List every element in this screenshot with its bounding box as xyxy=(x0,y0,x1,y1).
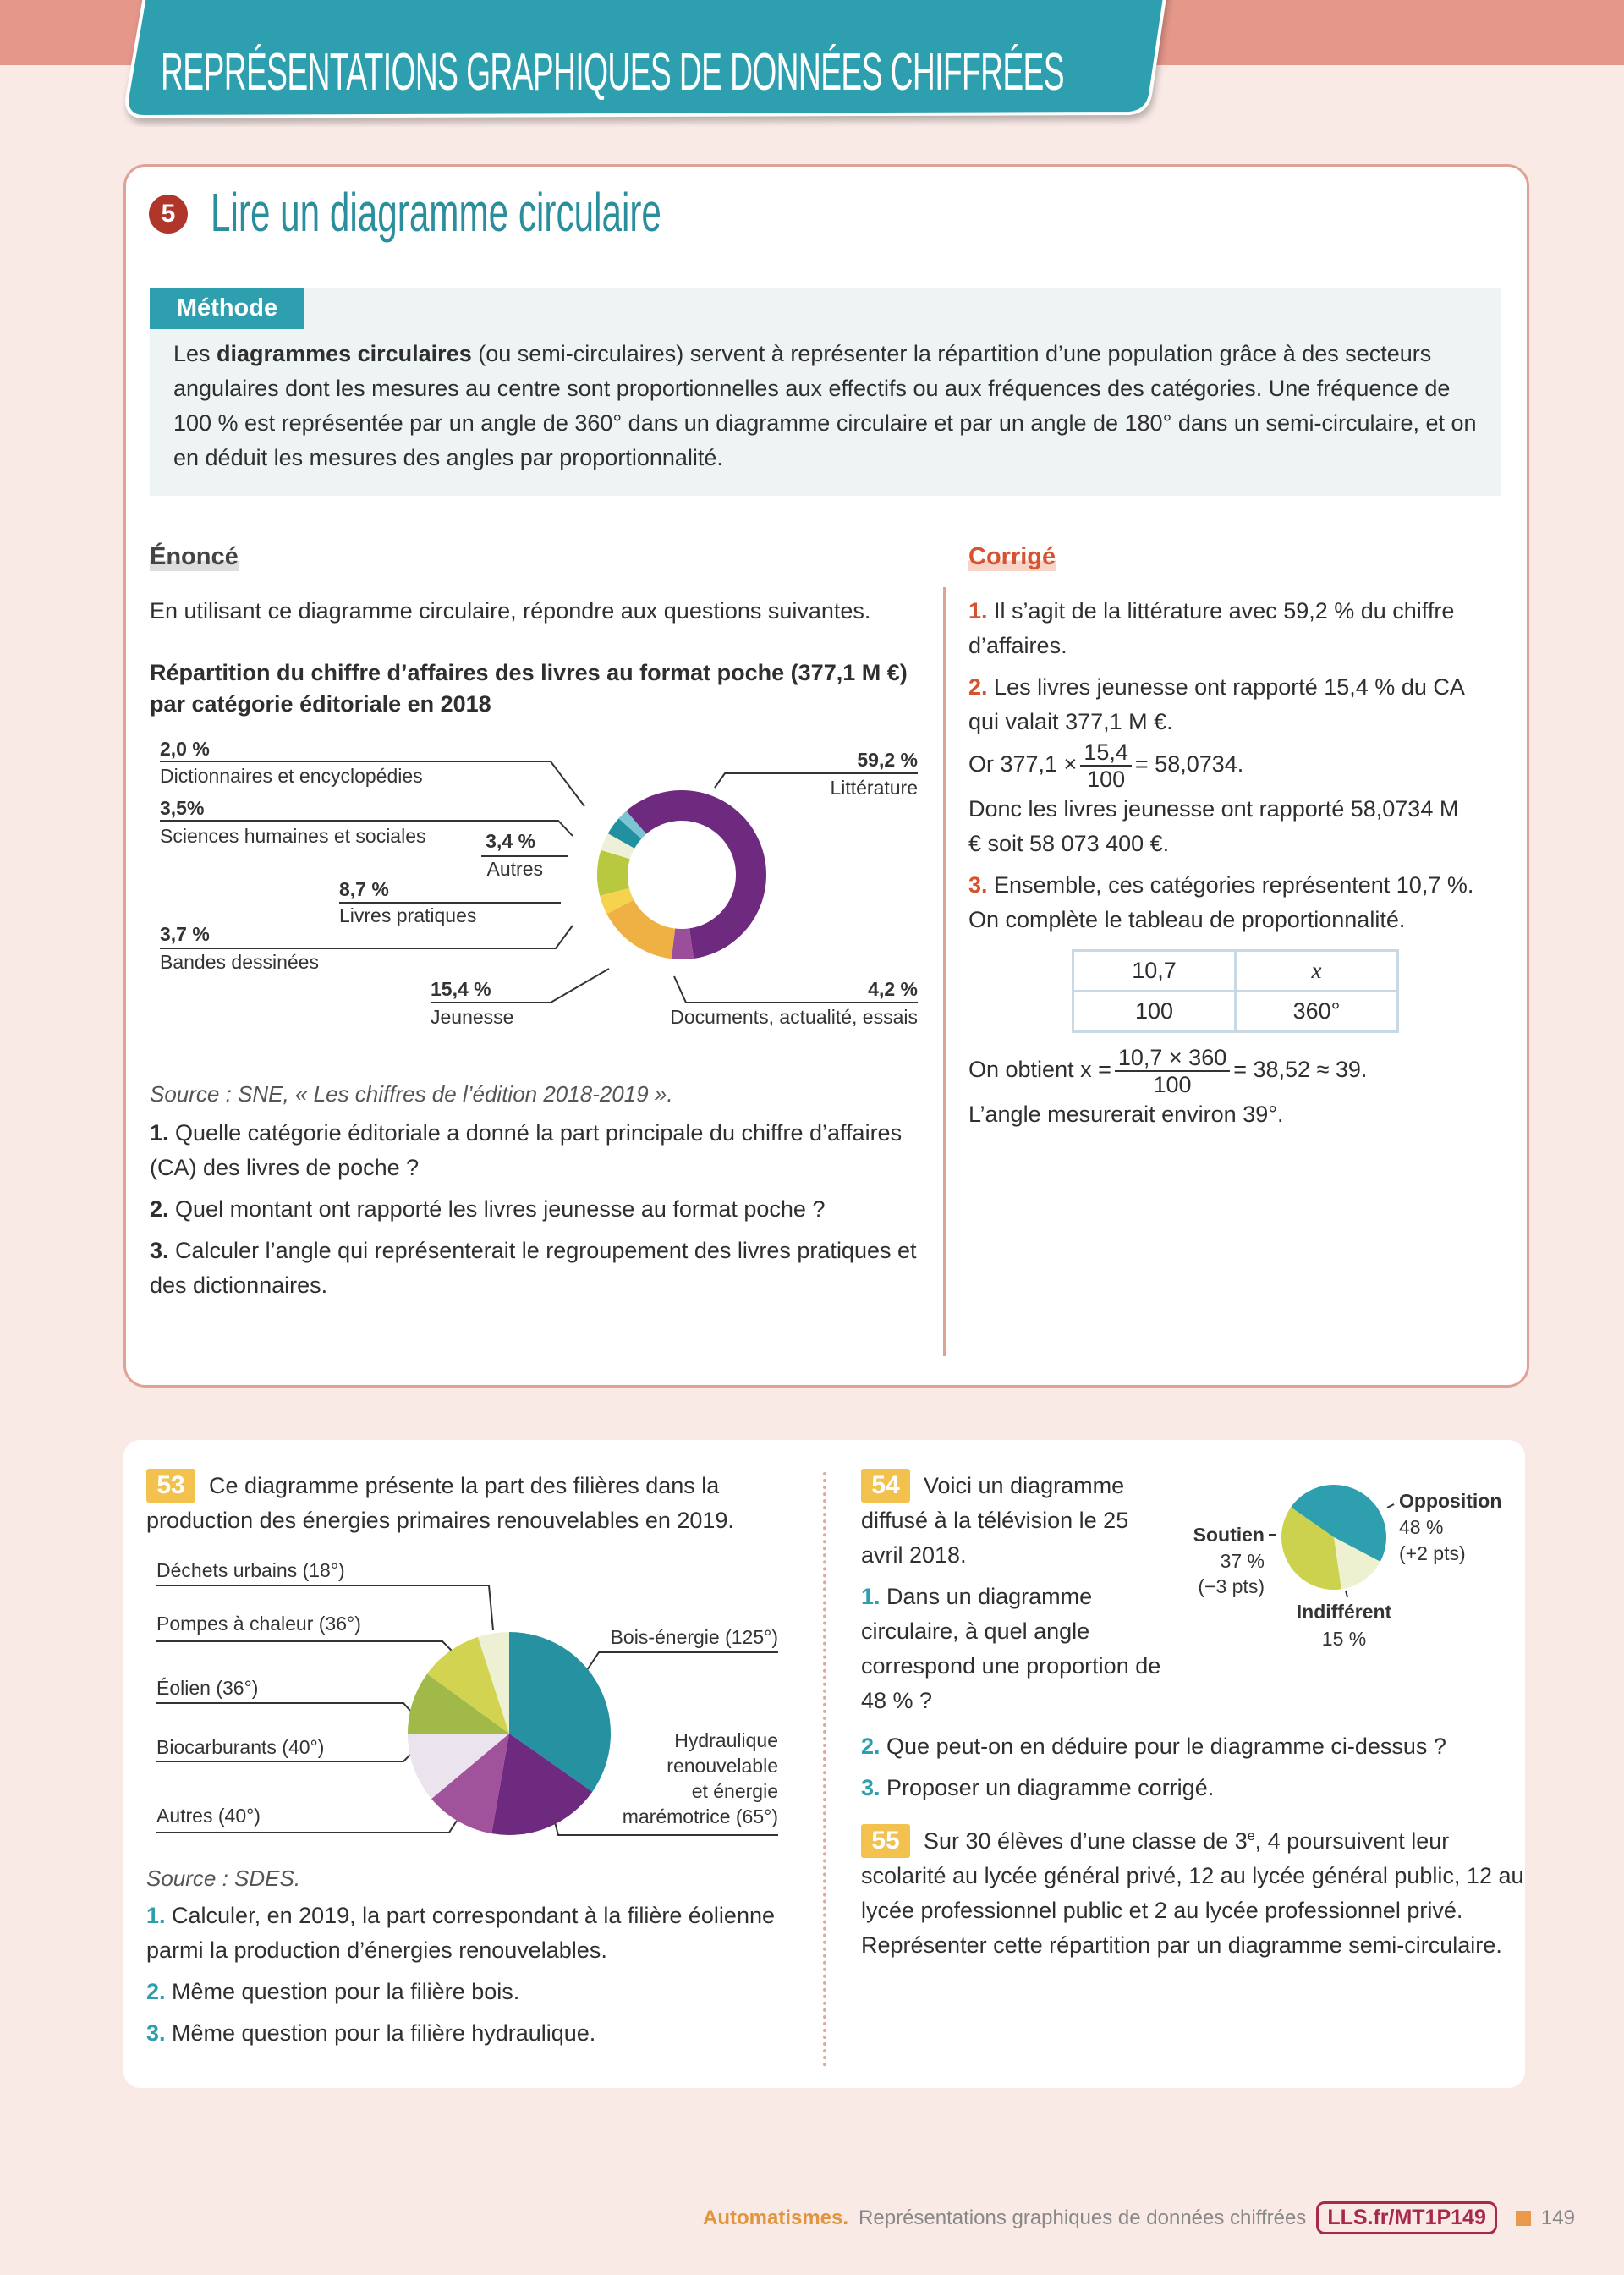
answer-1 xyxy=(968,594,1476,663)
pie-label-value: 15 % xyxy=(1321,1628,1367,1650)
calc-text: On obtient x = xyxy=(968,1057,1111,1083)
enonce-source: Source : SNE, « Les chiffres de l’édition 2018-2019 ». xyxy=(150,1081,673,1107)
question xyxy=(146,2016,802,2051)
donut-label-value: 4,2 % xyxy=(868,978,918,1000)
pie-label: Bois-énergie (125°) xyxy=(610,1626,778,1648)
ex54-question-2 xyxy=(861,1729,1525,1764)
section-title: Lire un diagramme circulaire xyxy=(211,182,661,243)
donut-label-name: Bandes dessinées xyxy=(160,951,319,973)
calc-text: = 38,52 ≈ 39. xyxy=(1233,1057,1368,1083)
answer-text: Il s’agit de la littérature avec 59,2 % du chiffre d’affaires. xyxy=(968,598,1455,658)
pie-label: Pompes à chaleur (36°) xyxy=(156,1613,361,1635)
footer-link[interactable]: LLS.fr/MT1P149 xyxy=(1316,2201,1497,2234)
fraction xyxy=(1080,739,1132,792)
donut-label-value: 3,5% xyxy=(160,797,205,819)
question-text: Proposer un diagramme corrigé. xyxy=(880,1775,1215,1800)
table-cell: 10,7 xyxy=(1073,951,1236,992)
table-cell: 360° xyxy=(1236,992,1398,1032)
donut-label-value: 3,4 % xyxy=(486,830,535,852)
donut-label-name: Dictionnaires et encyclopédies xyxy=(160,765,423,787)
ex54-intro xyxy=(861,1469,1170,1573)
table-row xyxy=(1073,992,1398,1032)
enonce-questions xyxy=(150,1116,924,1303)
pie-label-name: Indifférent xyxy=(1296,1601,1392,1623)
ex54-question-3 xyxy=(861,1771,1525,1805)
corrige-heading: Corrigé xyxy=(968,543,1056,570)
ex53-intro-text: Ce diagramme présente la part des filières dans la production des énergies primaires renouvelables en 2019. xyxy=(146,1473,734,1533)
ex54-55-column xyxy=(861,1469,1525,1963)
ex55-text-part: , 4 poursuivent leur scolarité au lycée général privé, 12 au lycée général public, 12 au lycée professionnel public et 2 au lycée professionnel privé. Représenter cette répartition par un diagramme semi-circulaire. xyxy=(861,1828,1524,1958)
exercise-badge: 55 xyxy=(861,1824,910,1858)
ex53-column xyxy=(146,1469,802,2051)
leader-line xyxy=(587,1652,778,1670)
calc-text: Or 377,1 × xyxy=(968,751,1078,778)
donut-label-name: Sciences humaines et sociales xyxy=(160,825,426,847)
pie-label-name: Opposition xyxy=(1399,1490,1502,1512)
pie-label: Déchets urbains (18°) xyxy=(156,1559,345,1581)
answer-number: 1. xyxy=(968,598,988,624)
donut-label-value: 2,0 % xyxy=(160,738,210,760)
donut-label-name: Livres pratiques xyxy=(339,904,477,926)
question xyxy=(150,1116,924,1185)
pie-chart-poll xyxy=(1281,1485,1386,1590)
corrige-answers xyxy=(968,594,1476,1132)
table-row xyxy=(1073,951,1398,992)
ex54-question-1 xyxy=(861,1580,1170,1718)
donut-chart-title: Répartition du chiffre d’affaires des livres au format poche (377,1 M €) par catégorie éditoriale en 2018 xyxy=(150,660,908,717)
pie-label-hydraulique xyxy=(592,1728,778,1829)
question xyxy=(146,1899,802,1968)
page-marker-icon xyxy=(1516,2211,1531,2226)
question-number: 2. xyxy=(146,1979,166,2004)
question-text: Même question pour la filière hydraulique. xyxy=(165,2020,596,2046)
donut-label-name: Littérature xyxy=(830,777,918,799)
enonce-heading: Énoncé xyxy=(150,543,239,570)
pie-label: Biocarburants (40°) xyxy=(156,1736,325,1758)
fraction xyxy=(1115,1045,1230,1097)
ex55-superscript: e xyxy=(1247,1829,1255,1844)
pie-label-change: (+2 pts) xyxy=(1399,1542,1466,1564)
donut-label-name: Jeunesse xyxy=(431,1006,514,1028)
question-number: 3. xyxy=(146,2020,166,2046)
method-text xyxy=(173,337,1480,475)
answer-text: Les livres jeunesse ont rapporté 15,4 % du CA qui valait 377,1 M €. xyxy=(968,674,1464,734)
question-text: Dans un diagramme circulaire, à quel angle correspond une proportion de 48 % ? xyxy=(861,1584,1161,1713)
question xyxy=(150,1192,924,1227)
label-line: et énergie xyxy=(691,1780,778,1802)
page-footer xyxy=(703,2201,1575,2234)
label-line: marémotrice (65°) xyxy=(622,1805,778,1827)
ex53-source: Source : SDES. xyxy=(146,1866,301,1891)
answer-3-result xyxy=(968,1045,1476,1097)
question-number: 1. xyxy=(861,1584,881,1609)
pie-label: Autres (40°) xyxy=(156,1805,261,1827)
question-text: Quelle catégorie éditoriale a donné la part principale du chiffre d’affaires (CA) des livres de poche ? xyxy=(150,1120,903,1180)
donut-chart xyxy=(597,790,766,959)
donut-slice xyxy=(606,900,675,959)
page-title: REPRÉSENTATIONS GRAPHIQUES DE DONNÉES CHIFFRÉES xyxy=(161,43,1064,102)
question-text: Calculer l’angle qui représenterait le regroupement des livres pratiques et des dictionnaires. xyxy=(150,1238,917,1298)
ex54-intro-text: Voici un diagramme diffusé à la télévision le 25 avril 2018. xyxy=(861,1473,1129,1568)
donut-label-value: 8,7 % xyxy=(339,878,389,900)
pie-chart-energies xyxy=(408,1632,611,1835)
label-line: renouvelable xyxy=(667,1755,778,1777)
question-number: 3. xyxy=(861,1775,881,1800)
fraction-numerator: 10,7 × 360 xyxy=(1115,1045,1230,1072)
answer-2-calc xyxy=(968,739,1476,792)
donut-label-value: 15,4 % xyxy=(431,978,491,1000)
ex54-narrow-block xyxy=(861,1469,1170,1723)
answer-2-conclusion: Donc les livres jeunesse ont rapporté 58,0734 M € soit 58 073 400 €. xyxy=(968,796,1459,856)
answer-number: 3. xyxy=(968,872,988,898)
leader-line xyxy=(1387,1504,1394,1508)
leader-line xyxy=(160,926,573,948)
method-keyword: diagrammes circulaires xyxy=(217,341,472,366)
enonce-column xyxy=(150,594,924,1303)
donut-label-value: 3,7 % xyxy=(160,923,210,945)
question xyxy=(150,1234,924,1303)
donut-label-name: Documents, actualité, essais xyxy=(670,1006,918,1028)
answer-number: 2. xyxy=(968,674,988,700)
fraction-numerator: 15,4 xyxy=(1080,739,1132,767)
question xyxy=(146,1975,802,2009)
enonce-intro: En utilisant ce diagramme circulaire, répondre aux questions suivantes. xyxy=(150,598,871,624)
question-number: 1. xyxy=(146,1903,166,1928)
leader-line xyxy=(156,1641,453,1651)
answer-3 xyxy=(968,868,1476,937)
fraction-denominator: 100 xyxy=(1153,1072,1192,1097)
proportion-table xyxy=(1072,949,1399,1033)
pie-label: Éolien (36°) xyxy=(156,1677,259,1699)
footer-title: Représentations graphiques de données chiffrées xyxy=(859,2206,1307,2229)
column-divider xyxy=(943,587,946,1356)
answer-3-conclusion: L’angle mesurerait environ 39°. xyxy=(968,1102,1284,1127)
footer-chapter: Automatismes. xyxy=(703,2206,849,2229)
pie-label-change: (−3 pts) xyxy=(1198,1575,1265,1597)
leader-line xyxy=(1346,1591,1347,1597)
calc-text: = 58,0734. xyxy=(1134,751,1244,778)
column-divider xyxy=(823,1472,826,2067)
ex53-intro xyxy=(146,1469,802,1538)
table-cell: 100 xyxy=(1073,992,1236,1032)
donut-label-name: Autres xyxy=(486,858,543,880)
method-text-part: Les xyxy=(173,341,217,366)
pie-label-name: Soutien xyxy=(1193,1524,1265,1546)
section-number: 5 xyxy=(149,195,188,234)
leader-line xyxy=(156,1703,410,1711)
exercise-badge: 53 xyxy=(146,1469,195,1503)
ex55-text xyxy=(861,1824,1525,1963)
answer-2 xyxy=(968,670,1476,739)
page-number: 149 xyxy=(1540,2206,1575,2229)
donut-label-value: 59,2 % xyxy=(857,749,918,771)
question-text: Quel montant ont rapporté les livres jeunesse au format poche ? xyxy=(168,1196,826,1222)
question-number: 1. xyxy=(150,1120,169,1146)
energy-pie-block xyxy=(146,1548,802,1844)
question-number: 2. xyxy=(150,1196,169,1222)
ex55-text-part: Sur 30 élèves d’une classe de 3 xyxy=(924,1828,1248,1854)
method-text-part: (ou semi-circulaires) servent à représenter la répartition d’une population grâce à des secteurs angulaires dont les mesures au centre sont proportionnelles aux effectifs ou aux fréquences des catégories. Une fréquence de 100 % est représentée par un angle de 360° dans un diagramme circulaire et par un angle de 180° dans un semi-circulaire, et on en déduit les mesures des angles par proportionnalité. xyxy=(173,341,1477,470)
question-text: Que peut-on en déduire pour le diagramme ci-dessus ? xyxy=(880,1734,1446,1759)
table-cell: x xyxy=(1236,951,1398,992)
label-line: Hydraulique xyxy=(674,1729,778,1751)
pie-label-value: 37 % xyxy=(1220,1550,1265,1572)
exercise-badge: 54 xyxy=(861,1469,910,1503)
pie-label-value: 48 % xyxy=(1399,1516,1444,1538)
donut-chart-block xyxy=(150,727,924,1041)
answer-text: Ensemble, ces catégories représentent 10,7 %. On complète le tableau de proportionnalité. xyxy=(968,872,1474,932)
question-number: 2. xyxy=(861,1734,881,1759)
fraction-denominator: 100 xyxy=(1087,767,1126,792)
ex53-questions xyxy=(146,1899,802,2051)
question-text: Calculer, en 2019, la part correspondant à la filière éolienne parmi la production d’énergies renouvelables. xyxy=(146,1903,775,1963)
question-text: Même question pour la filière bois. xyxy=(165,1979,520,2004)
question-number: 3. xyxy=(150,1238,169,1263)
method-label: Méthode xyxy=(150,288,304,329)
